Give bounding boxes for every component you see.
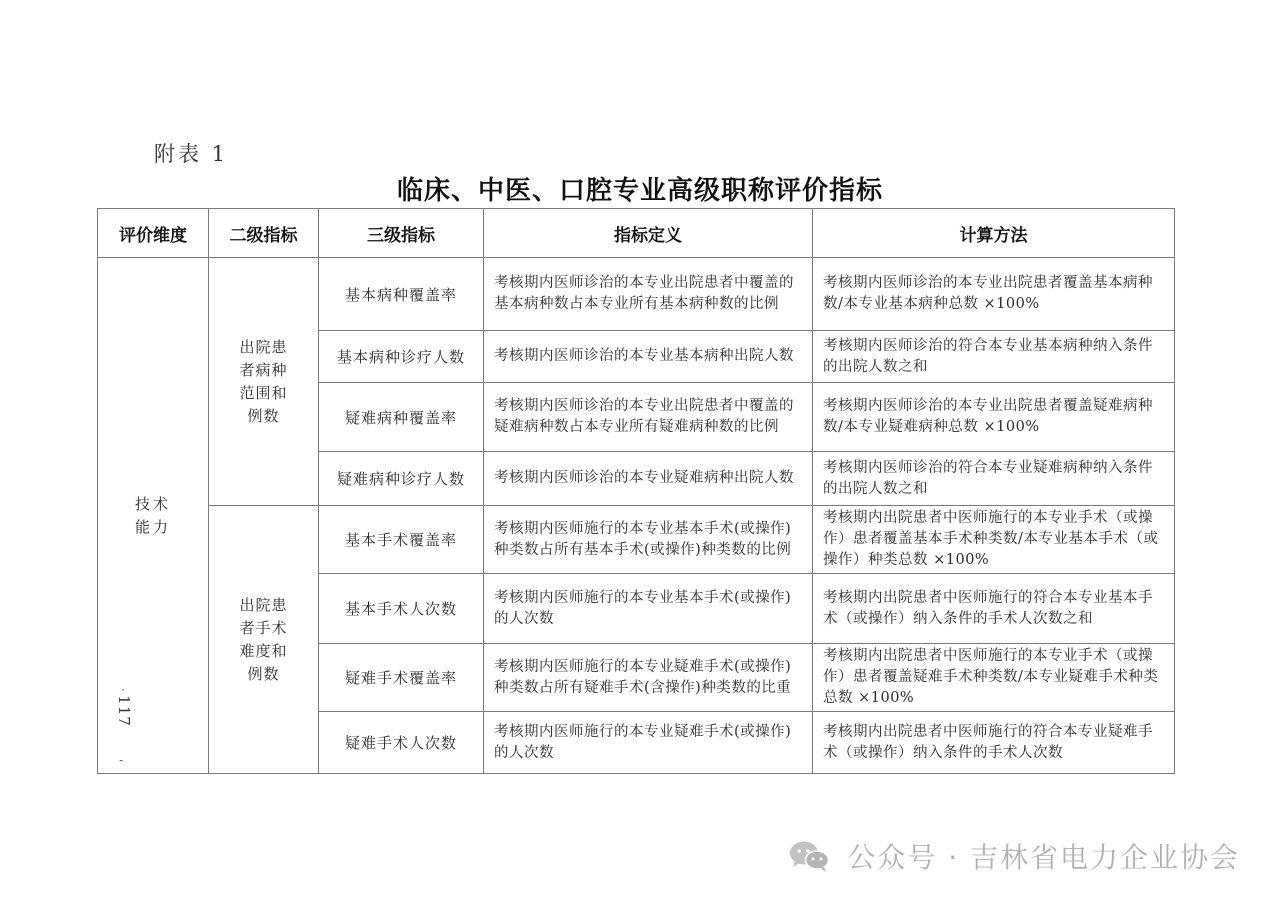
calculation-cell: 考核期内出院患者中医师施行的本专业手术（或操作）患者覆盖疑难手术种类数/本专业疑难手术种类总数 ×100%	[813, 644, 1175, 712]
level3-cell: 基本手术人次数	[319, 574, 484, 644]
table-row	[98, 258, 1175, 331]
calculation-cell: 考核期内出院患者中医师施行的本专业手术（或操作）患者覆盖基本手术种类数/本专业基本手术（或操作）种类总数 ×100%	[813, 506, 1175, 574]
level2-label: 出院患者手术难度和例数	[239, 595, 288, 683]
wechat-icon	[787, 838, 831, 874]
watermark-text: 公众号 · 吉林省电力企业协会	[847, 841, 1240, 874]
table-row	[98, 506, 1175, 574]
document-title: 临床、中医、口腔专业高级职称评价指标	[396, 176, 883, 206]
calculation-cell: 考核期内医师诊治的符合本专业基本病种纳入条件的出院人数之和	[813, 331, 1175, 383]
level2-label: 出院患者病种范围和例数	[239, 337, 288, 425]
table-header-row	[98, 209, 1175, 258]
watermark	[787, 836, 1240, 876]
definition-cell: 考核期内医师施行的本专业基本手术(或操作)种类数占所有基本手术(或操作)种类数的比例	[484, 506, 813, 574]
definition-cell: 考核期内医师诊治的本专业疑难病种出院人数	[484, 452, 813, 506]
level3-cell: 基本病种覆盖率	[319, 258, 484, 331]
header-calculation: 计算方法	[813, 209, 1175, 258]
page-dot: ·	[121, 683, 125, 697]
definition-cell: 考核期内医师诊治的本专业出院患者中覆盖的基本病种数占本专业所有基本病种数的比例	[484, 258, 813, 331]
level3-cell: 疑难病种诊疗人数	[319, 452, 484, 506]
level2-cell	[209, 258, 319, 506]
definition-cell: 考核期内医师施行的本专业基本手术(或操作)的人次数	[484, 574, 813, 644]
page-dash: -	[119, 753, 124, 767]
calculation-cell: 考核期内出院患者中医师施行的符合本专业疑难手术（或操作）纳入条件的手术人次数	[813, 712, 1175, 774]
header-dimension: 评价维度	[98, 209, 209, 258]
level3-cell: 疑难病种覆盖率	[319, 383, 484, 452]
calculation-cell: 考核期内医师诊治的本专业出院患者覆盖基本病种数/本专业基本病种总数 ×100%	[813, 258, 1175, 331]
header-definition: 指标定义	[484, 209, 813, 258]
level3-cell: 疑难手术人次数	[319, 712, 484, 774]
definition-cell: 考核期内医师施行的本专业疑难手术(或操作)种类数占所有疑难手术(含操作)种类数的比重	[484, 644, 813, 712]
definition-cell: 考核期内医师施行的本专业疑难手术(或操作)的人次数	[484, 712, 813, 774]
level3-cell: 基本手术覆盖率	[319, 506, 484, 574]
calculation-cell: 考核期内出院患者中医师施行的符合本专业基本手术（或操作）纳入条件的手术人次数之和	[813, 574, 1175, 644]
calculation-cell: 考核期内医师诊治的本专业出院患者覆盖疑难病种数/本专业疑难病种总数 ×100%	[813, 383, 1175, 452]
level3-cell: 疑难手术覆盖率	[319, 644, 484, 712]
page-number: 117	[114, 695, 133, 727]
dimension-label: 技术能力	[134, 494, 171, 536]
header-level2: 二级指标	[209, 209, 319, 258]
level3-cell: 基本病种诊疗人数	[319, 331, 484, 383]
definition-cell: 考核期内医师诊治的本专业基本病种出院人数	[484, 331, 813, 383]
definition-cell: 考核期内医师诊治的本专业出院患者中覆盖的疑难病种数占本专业所有疑难病种数的比例	[484, 383, 813, 452]
calculation-cell: 考核期内医师诊治的符合本专业疑难病种纳入条件的出院人数之和	[813, 452, 1175, 506]
header-level3: 三级指标	[319, 209, 484, 258]
document-label: 附表 1	[154, 142, 229, 166]
evaluation-table	[97, 208, 1175, 774]
level2-cell	[209, 506, 319, 774]
